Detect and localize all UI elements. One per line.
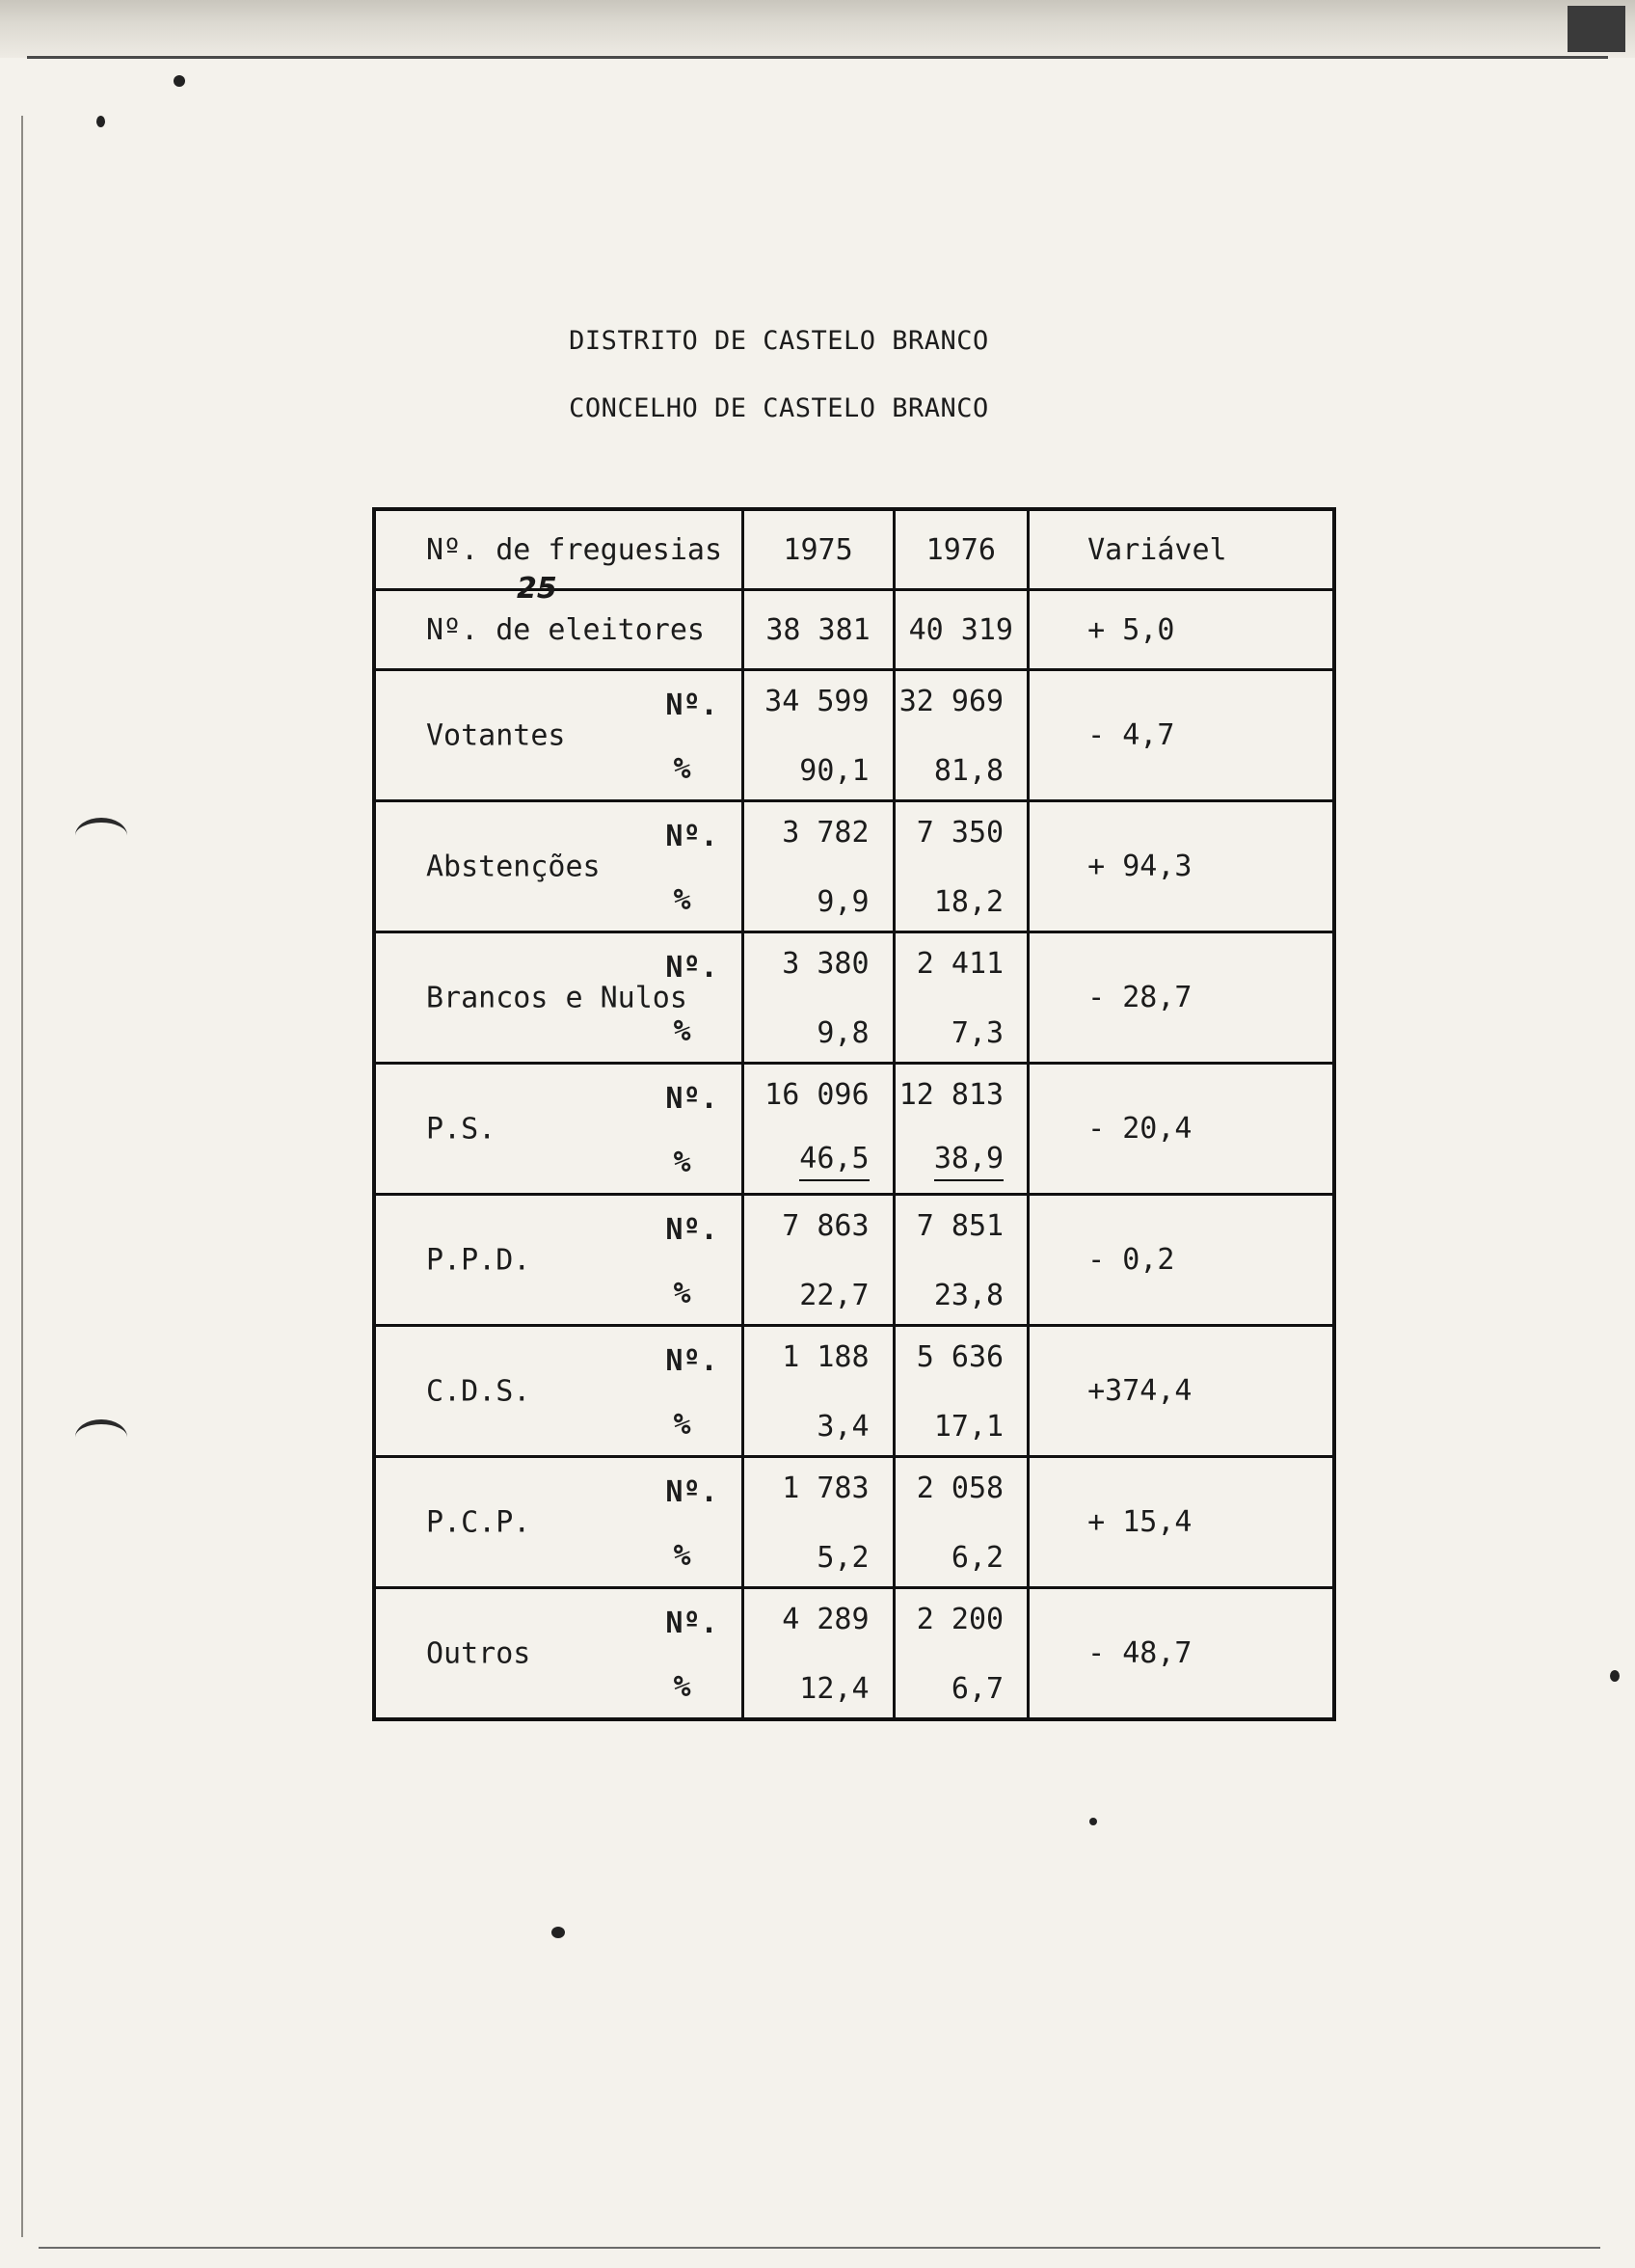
unit-percent: %: [673, 1146, 691, 1179]
parishes-handwritten-count: 25: [517, 571, 557, 606]
bottom-rule: [39, 2247, 1600, 2249]
variation-value: +374,4: [1029, 1326, 1334, 1457]
count-1975: 3 782: [782, 816, 870, 850]
unit-percent: %: [673, 883, 691, 917]
variation-value: - 48,7: [1029, 1588, 1334, 1720]
table-row: [374, 670, 1334, 801]
year-1975-header: 1975: [742, 509, 894, 590]
percent-1975: 46,5: [799, 1142, 869, 1181]
unit-number: Nº.: [665, 688, 718, 722]
percent-1975: 5,2: [817, 1541, 870, 1575]
unit-number: Nº.: [665, 951, 718, 985]
variation-value: - 0,2: [1029, 1195, 1334, 1326]
count-1975: 1 783: [782, 1472, 870, 1505]
row-label: Abstenções: [426, 850, 601, 883]
scan-speck: [1610, 1670, 1620, 1682]
electors-1975: 38 381: [742, 590, 894, 670]
unit-number: Nº.: [665, 1475, 718, 1509]
variation-value: - 28,7: [1029, 932, 1334, 1064]
scan-speck: [96, 116, 105, 127]
table-row: [374, 1195, 1334, 1326]
count-1976: 2 058: [916, 1472, 1005, 1505]
count-1975: 4 289: [782, 1603, 870, 1636]
parishes-header-cell: [374, 509, 742, 606]
percent-1976: 7,3: [951, 1016, 1005, 1050]
percent-1976: 23,8: [933, 1279, 1005, 1312]
table-row: [374, 1457, 1334, 1588]
scan-speck: [1089, 1818, 1097, 1825]
count-1976: 7 350: [916, 816, 1005, 850]
table-row: [374, 932, 1334, 1064]
count-1975: 3 380: [782, 947, 870, 981]
percent-1976: 6,7: [951, 1672, 1005, 1706]
row-label: Brancos e Nulos: [426, 981, 687, 1014]
scan-corner-mark: [1568, 6, 1625, 52]
percent-1976: 38,9: [934, 1142, 1004, 1181]
page-left-edge: [21, 116, 23, 2237]
unit-percent: %: [673, 1408, 691, 1442]
count-1976: 7 851: [916, 1209, 1005, 1243]
document-title: DISTRITO DE CASTELO BRANCO: [569, 326, 989, 356]
count-1976: 5 636: [916, 1340, 1005, 1374]
top-rule: [27, 56, 1608, 59]
variation-value: - 4,7: [1029, 670, 1334, 801]
unit-percent: %: [673, 1670, 691, 1704]
variation-header: Variável: [1029, 509, 1334, 590]
count-1975: 34 599: [764, 685, 870, 718]
variation-value: - 20,4: [1029, 1064, 1334, 1195]
table-row: [374, 1326, 1334, 1457]
row-label: Outros: [426, 1636, 531, 1670]
row-label: P.P.D.: [426, 1243, 531, 1277]
count-1976: 32 969: [898, 685, 1005, 718]
unit-percent: %: [673, 1539, 691, 1573]
percent-1976: 81,8: [933, 754, 1005, 788]
unit-percent: %: [673, 1014, 691, 1048]
row-label: P.S.: [426, 1112, 496, 1146]
unit-percent: %: [673, 752, 691, 786]
percent-1975: 9,8: [817, 1016, 870, 1050]
election-results-table: [372, 507, 1336, 1721]
punch-hole-top: [75, 818, 127, 853]
count-1975: 16 096: [764, 1078, 870, 1112]
electors-label: Nº. de eleitores: [374, 590, 742, 670]
table-header-row: [374, 509, 1334, 590]
count-1976: 2 411: [916, 947, 1005, 981]
percent-1975: 9,9: [817, 885, 870, 919]
electors-1976: 40 319: [894, 590, 1029, 670]
unit-number: Nº.: [665, 1213, 718, 1247]
document-subtitle: CONCELHO DE CASTELO BRANCO: [569, 393, 989, 423]
table-row: [374, 801, 1334, 932]
scan-speck: [174, 75, 185, 87]
unit-number: Nº.: [665, 1344, 718, 1378]
parishes-label: Nº. de freguesias: [426, 532, 723, 567]
percent-1976: 18,2: [933, 885, 1005, 919]
table-row: [374, 1588, 1334, 1720]
year-1976-header: 1976: [894, 509, 1029, 590]
percent-1976: 6,2: [951, 1541, 1005, 1575]
percent-1975: 90,1: [799, 754, 870, 788]
count-1975: 1 188: [782, 1340, 870, 1374]
unit-number: Nº.: [665, 1082, 718, 1116]
percent-1975: 3,4: [817, 1410, 870, 1444]
row-label: P.C.P.: [426, 1505, 531, 1539]
scan-top-strip: [0, 0, 1635, 58]
table-row: [374, 1064, 1334, 1195]
count-1976: 2 200: [916, 1603, 1005, 1636]
percent-1975: 22,7: [799, 1279, 870, 1312]
count-1975: 7 863: [782, 1209, 870, 1243]
unit-number: Nº.: [665, 1606, 718, 1640]
unit-number: Nº.: [665, 820, 718, 853]
unit-percent: %: [673, 1277, 691, 1310]
scan-speck: [551, 1927, 565, 1938]
row-label: C.D.S.: [426, 1374, 531, 1408]
variation-value: + 94,3: [1029, 801, 1334, 932]
percent-1976: 17,1: [933, 1410, 1005, 1444]
variation-value: + 15,4: [1029, 1457, 1334, 1588]
row-label: Votantes: [426, 718, 566, 752]
punch-hole-bottom: [75, 1419, 127, 1455]
percent-1975: 12,4: [799, 1672, 870, 1706]
count-1976: 12 813: [898, 1078, 1005, 1112]
electors-variation: + 5,0: [1029, 590, 1334, 670]
